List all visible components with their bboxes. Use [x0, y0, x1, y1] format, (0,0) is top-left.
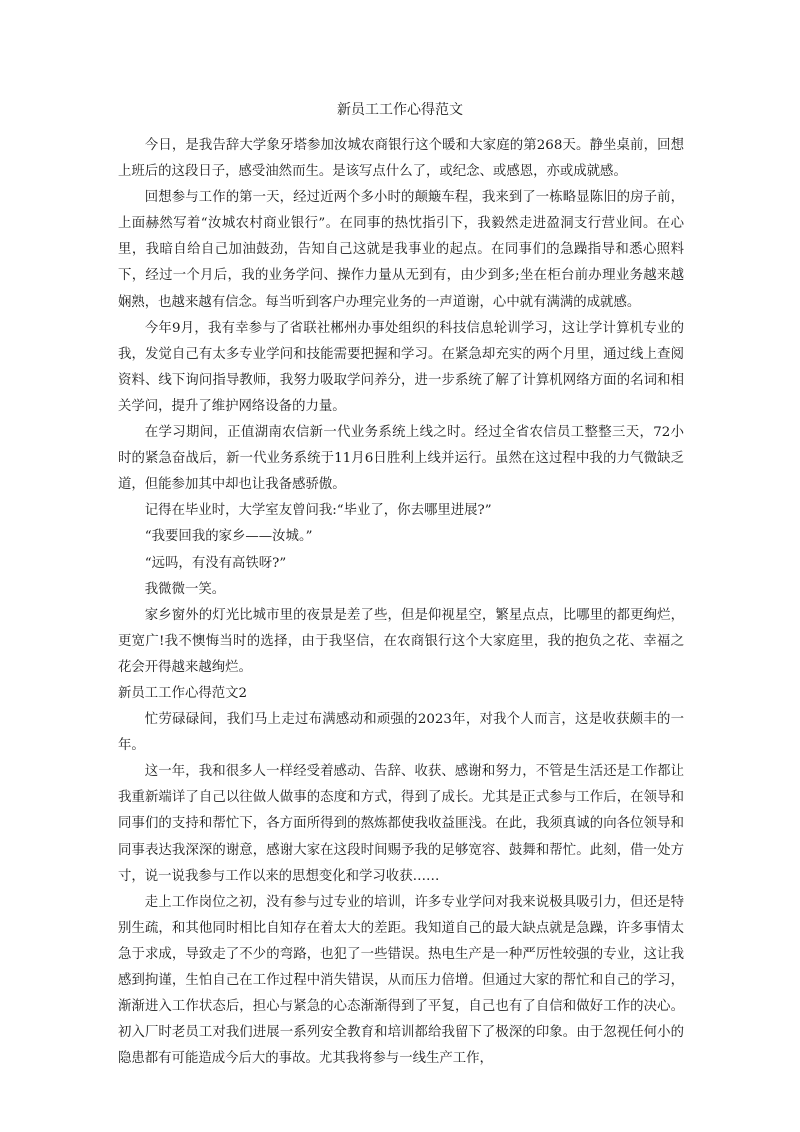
paragraph: 今年9月，我有幸参与了省联社郴州办事处组织的科技信息轮训学习，这让学计算机专业的我，发觉自己有太多专业学问和技能需要把握和学习。在紧急却充实的两个月里，通过线上查阅资料、线下询问指导教师，我努力吸取学问养分，进一步系统了解了计算机网络方面的名词和相关学问，提升了维护网络设备的力量。	[118, 320, 684, 414]
document-title: 新员工工作心得范文	[337, 102, 463, 118]
section-heading: 新员工工作心得范文2	[118, 685, 248, 701]
paragraph: “远吗，有没有高铁呀?”	[144, 555, 287, 571]
paragraph: 记得在毕业时，大学室友曾问我:“毕业了，你去哪里进展?”	[144, 503, 492, 519]
paragraph: “我要回我的家乡——汝城。”	[144, 529, 313, 545]
paragraph: 走上工作岗位之初，没有参与过专业的培训，许多专业学问对我来说极具吸引力，但还是特别生疏，和其他同时相比自知存在着太大的差距。我知道自己的最大缺点就是急躁，许多事情太急于求成，导致走了不少的弯路，也犯了一些错误。热电生产是一种严厉性较强的专业，这让我感到拘谨，生怕自己在工作过程中消失错误，从而压力倍增。但通过大家的帮忙和自己的学习，渐渐进入工作状态后，担心与紧急的心态渐渐得到了平复，自己也有了自信和做好工作的决心。初入厂时老员工对我们进展一系列安全教育和培训都给我留下了极深的印象。由于忽视任何小的隐患都有可能造成今后大的事故。尤其我将参与一线生产工作，	[118, 894, 684, 1067]
paragraph: 家乡窗外的灯光比城市里的夜景是差了些，但是仰视星空，繁星点点，比哪里的都更绚烂，更宽广!我不懊悔当时的选择，由于我坚信，在农商银行这个大家庭里，我的抱负之花、幸福之花会开得越来越绚烂。	[118, 607, 684, 675]
document-body	[118, 133, 684, 1072]
paragraph: 忙劳碌碌间，我们马上走过布满感动和顽强的2023年，对我个人而言，这是收获颇丰的一年。	[118, 712, 684, 754]
paragraph: 今日，是我告辞大学象牙塔参加汝城农商银行这个暖和大家庭的第268天。静坐桌前，回想上班后的这段日子，感受油然而生。是该写点什么了，或纪念、或感恩，亦或成就感。	[118, 138, 684, 180]
paragraph: 这一年，我和很多人一样经受着感动、告辞、收获、感谢和努力，不管是生活还是工作都让我重新端详了自己以往做人做事的态度和方式，得到了成长。尤其是正式参与工作后，在领导和同事们的支持和帮忙下，各方面所得到的熬炼都使我收益匪浅。在此，我须真诚的向各位领导和同事表达我深深的谢意，感谢大家在这段时间赐予我的足够宽容、鼓舞和帮忙。此刻，借一处方寸，说一说我参与工作以来的思想变化和学习收获……	[118, 764, 684, 884]
paragraph: 回想参与工作的第一天，经过近两个多小时的颠簸车程，我来到了一栋略显陈旧的房子前，上面赫然写着“汝城农村商业银行”。在同事的热忱指引下，我毅然走进盈洞支行营业间。在心里，我暗自给自己加油鼓劲，告知自己这就是我事业的起点。在同事们的急躁指导和悉心照料下，经过一个月后，我的业务学问、操作力量从无到有，由少到多;坐在柜台前办理业务越来越娴熟，也越来越有信念。每当听到客户办理完业务的一声道谢，心中就有满满的成就感。	[118, 190, 684, 310]
paragraph: 我微微一笑。	[144, 581, 226, 597]
paragraph: 在学习期间，正值湖南农信新一代业务系统上线之时。经过全省农信员工整整三天，72小时的紧急奋战后，新一代业务系统于11月6日胜利上线并运行。虽然在这过程中我的力气微缺乏道，但能参加其中却也让我备感骄傲。	[118, 425, 684, 493]
